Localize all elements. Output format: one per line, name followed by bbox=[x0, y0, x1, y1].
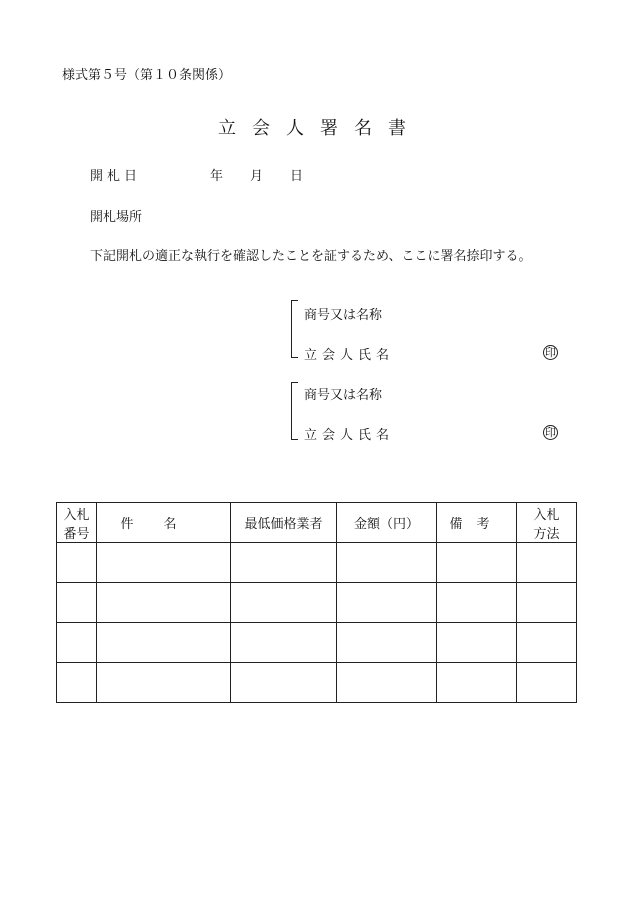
header-line: 入札 bbox=[63, 507, 90, 523]
year-label: 年 bbox=[210, 169, 224, 184]
table-cell[interactable] bbox=[57, 663, 97, 703]
bid-table bbox=[56, 502, 577, 703]
statement-text: 下記開札の適正な執行を確認したことを証するため、ここに署名捺印する。 bbox=[90, 249, 532, 264]
table-row bbox=[57, 623, 577, 663]
header-line: 番号 bbox=[63, 526, 90, 542]
header-item-name: 件名 bbox=[97, 503, 231, 543]
day-label: 日 bbox=[290, 169, 304, 184]
page-title: 立会人署名書 bbox=[218, 118, 422, 139]
bracket bbox=[291, 382, 298, 440]
table-cell[interactable] bbox=[337, 543, 437, 583]
table-row bbox=[57, 663, 577, 703]
table-cell[interactable] bbox=[517, 583, 577, 623]
table-cell[interactable] bbox=[337, 583, 437, 623]
header-amount: 金額（円） bbox=[337, 503, 437, 543]
table-cell[interactable] bbox=[231, 543, 337, 583]
form-number: 様式第５号（第１０条関係） bbox=[62, 68, 232, 83]
table-row bbox=[57, 583, 577, 623]
table-cell[interactable] bbox=[337, 623, 437, 663]
header-remarks: 備考 bbox=[437, 503, 517, 543]
header-bid-number bbox=[57, 503, 97, 543]
table-cell[interactable] bbox=[57, 623, 97, 663]
table-cell[interactable] bbox=[437, 663, 517, 703]
header-lowest-bidder: 最低価格業者 bbox=[231, 503, 337, 543]
table-cell[interactable] bbox=[97, 623, 231, 663]
table-cell[interactable] bbox=[437, 583, 517, 623]
table-cell[interactable] bbox=[57, 543, 97, 583]
witness-name-label: 立会人氏名 bbox=[304, 348, 395, 363]
table-cell[interactable] bbox=[97, 543, 231, 583]
open-place-label: 開札場所 bbox=[90, 210, 143, 225]
header-line: 入札 bbox=[533, 507, 560, 523]
company-name-label: 商号又は名称 bbox=[304, 388, 383, 403]
witness-name-label: 立会人氏名 bbox=[304, 428, 395, 443]
header-bid-method bbox=[517, 503, 577, 543]
seal-mark: 印 bbox=[545, 426, 556, 439]
table-cell[interactable] bbox=[231, 583, 337, 623]
table-cell[interactable] bbox=[97, 663, 231, 703]
open-date-label: 開札日 bbox=[90, 169, 142, 184]
company-name-label: 商号又は名称 bbox=[304, 308, 383, 323]
seal-mark: 印 bbox=[545, 346, 556, 359]
table-cell[interactable] bbox=[517, 543, 577, 583]
table-cell[interactable] bbox=[97, 583, 231, 623]
table-header-row bbox=[57, 503, 577, 543]
table-cell[interactable] bbox=[57, 583, 97, 623]
month-label: 月 bbox=[250, 169, 264, 184]
table-cell[interactable] bbox=[437, 623, 517, 663]
header-line: 方法 bbox=[533, 526, 560, 542]
table-row bbox=[57, 543, 577, 583]
table-cell[interactable] bbox=[231, 663, 337, 703]
bracket bbox=[291, 300, 298, 358]
table-cell[interactable] bbox=[337, 663, 437, 703]
table-cell[interactable] bbox=[517, 663, 577, 703]
table-cell[interactable] bbox=[517, 623, 577, 663]
table-cell[interactable] bbox=[437, 543, 517, 583]
table-cell[interactable] bbox=[231, 623, 337, 663]
